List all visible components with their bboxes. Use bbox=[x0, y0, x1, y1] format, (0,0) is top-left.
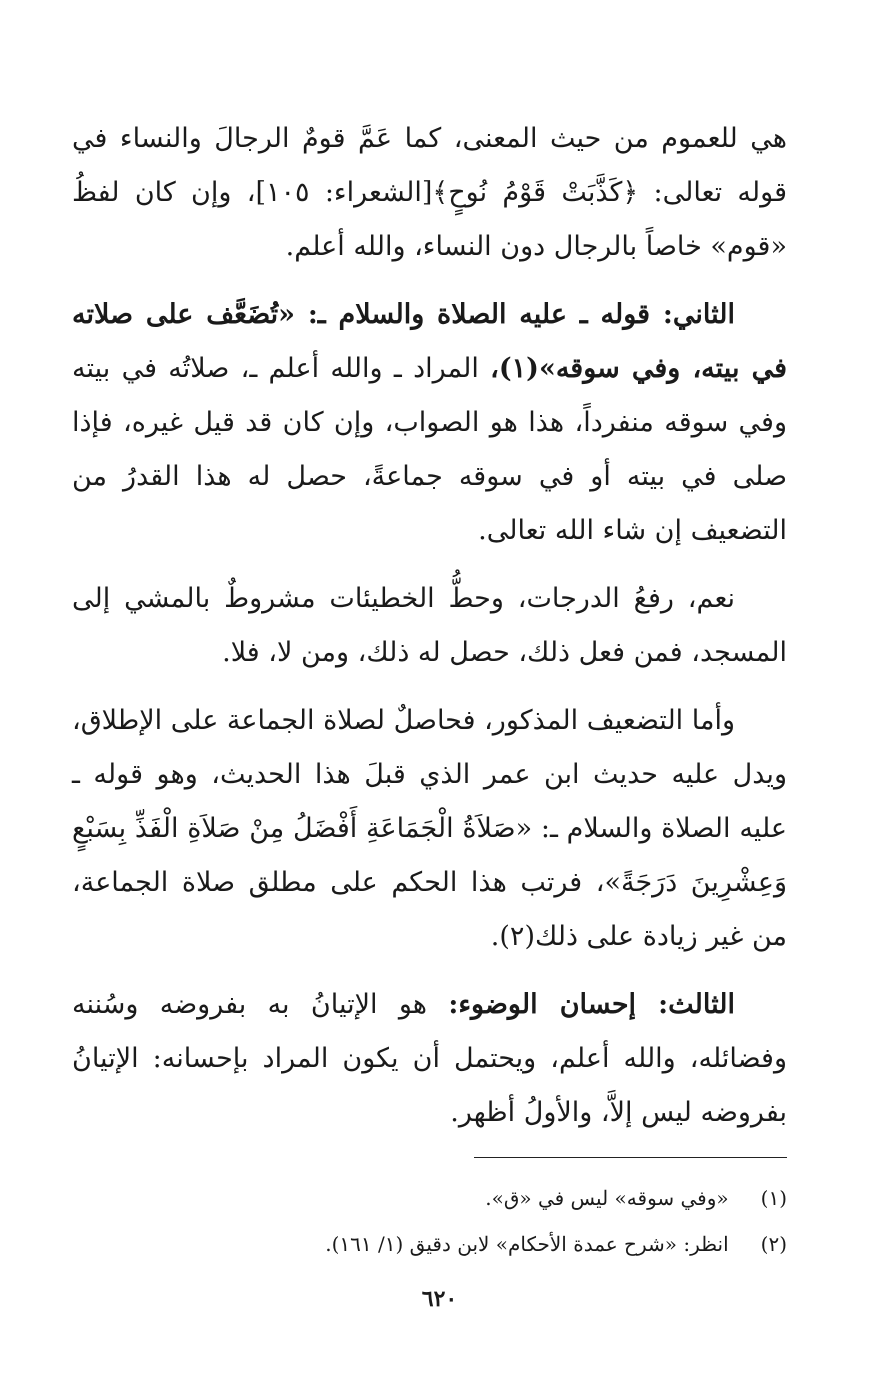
footnote-2-number: (٢) bbox=[760, 1232, 787, 1256]
paragraph-2 bbox=[72, 288, 787, 558]
paragraph-2-text: المراد ـ والله أعلم ـ، صلاتُه في بيته وفي سوقه منفرداً، هذا هو الصواب، وإن كان قد قيل غيره، فإذا صلى في بيته أو في سوقه جماعةً، حصل له هذا القدرُ من التضعيف إن شاء الله تعالى. bbox=[72, 353, 787, 546]
page-number: ٦٢٠ bbox=[421, 1286, 458, 1312]
paragraph-4-text: وأما التضعيف المذكور، فحاصلٌ لصلاة الجماعة على الإطلاق، ويدل عليه حديث ابن عمر الذي قبلَ هذا الحديث، وهو قوله ـ عليه الصلاة والسلام ـ: «صَلاَةُ الْجَمَاعَةِ أَفْضَلُ مِنْ صَلاَةِ الْفَذِّ بِسَبْعٍ وَعِشْرِينَ دَرَجَةً»، فرتب هذا الحكم على مطلق صلاة الجماعة، من غير زيادة على ذلك(٢). bbox=[72, 705, 787, 952]
footnote-1-number: (١) bbox=[760, 1186, 787, 1210]
paragraph-1 bbox=[72, 112, 787, 274]
paragraph-5-text: هو الإتيانُ به بفروضه وسُننه وفضائله، والله أعلم، ويحتمل أن يكون المراد بإحسانه: الإتيانُ بفروضه ليس إلاَّ، والأولُ أظهر. bbox=[72, 989, 787, 1128]
footnote-2-text: انظر: «شرح عمدة الأحكام» لابن دقيق (١/ ١٦١). bbox=[325, 1232, 729, 1256]
footnote-2 bbox=[187, 1221, 787, 1267]
paragraph-4 bbox=[72, 694, 787, 964]
page-body bbox=[72, 112, 787, 1154]
paragraph-3-text: نعم، رفعُ الدرجات، وحطُّ الخطيئات مشروطٌ بالمشي إلى المسجد، فمن فعل ذلك، حصل له ذلك، ومن لا، فلا. bbox=[72, 583, 787, 668]
footnote-1 bbox=[187, 1175, 787, 1221]
footnote-divider bbox=[474, 1157, 787, 1158]
paragraph-3 bbox=[72, 572, 787, 680]
paragraph-5 bbox=[72, 978, 787, 1140]
paragraph-5-lead: الثالث: إحسان الوضوء: bbox=[448, 989, 735, 1020]
footnotes bbox=[187, 1175, 787, 1267]
paragraph-1-text: هي للعموم من حيث المعنى، كما عَمَّ قومٌ الرجالَ والنساء في قوله تعالى: ﴿كَذَّبَتْ قَوْمُ نُوحٍ﴾[الشعراء: ١٠٥]، وإن كان لفظُ «قوم» خاصاً بالرجال دون النساء، والله أعلم. bbox=[72, 123, 787, 262]
paragraph-2-lead: الثاني: قوله ـ عليه الصلاة والسلام ـ: «تُضَعَّف على صلاته في بيته، وفي سوقه»(١)، bbox=[72, 299, 787, 384]
footnote-1-text: «وفي سوقه» ليس في «ق». bbox=[485, 1186, 729, 1210]
